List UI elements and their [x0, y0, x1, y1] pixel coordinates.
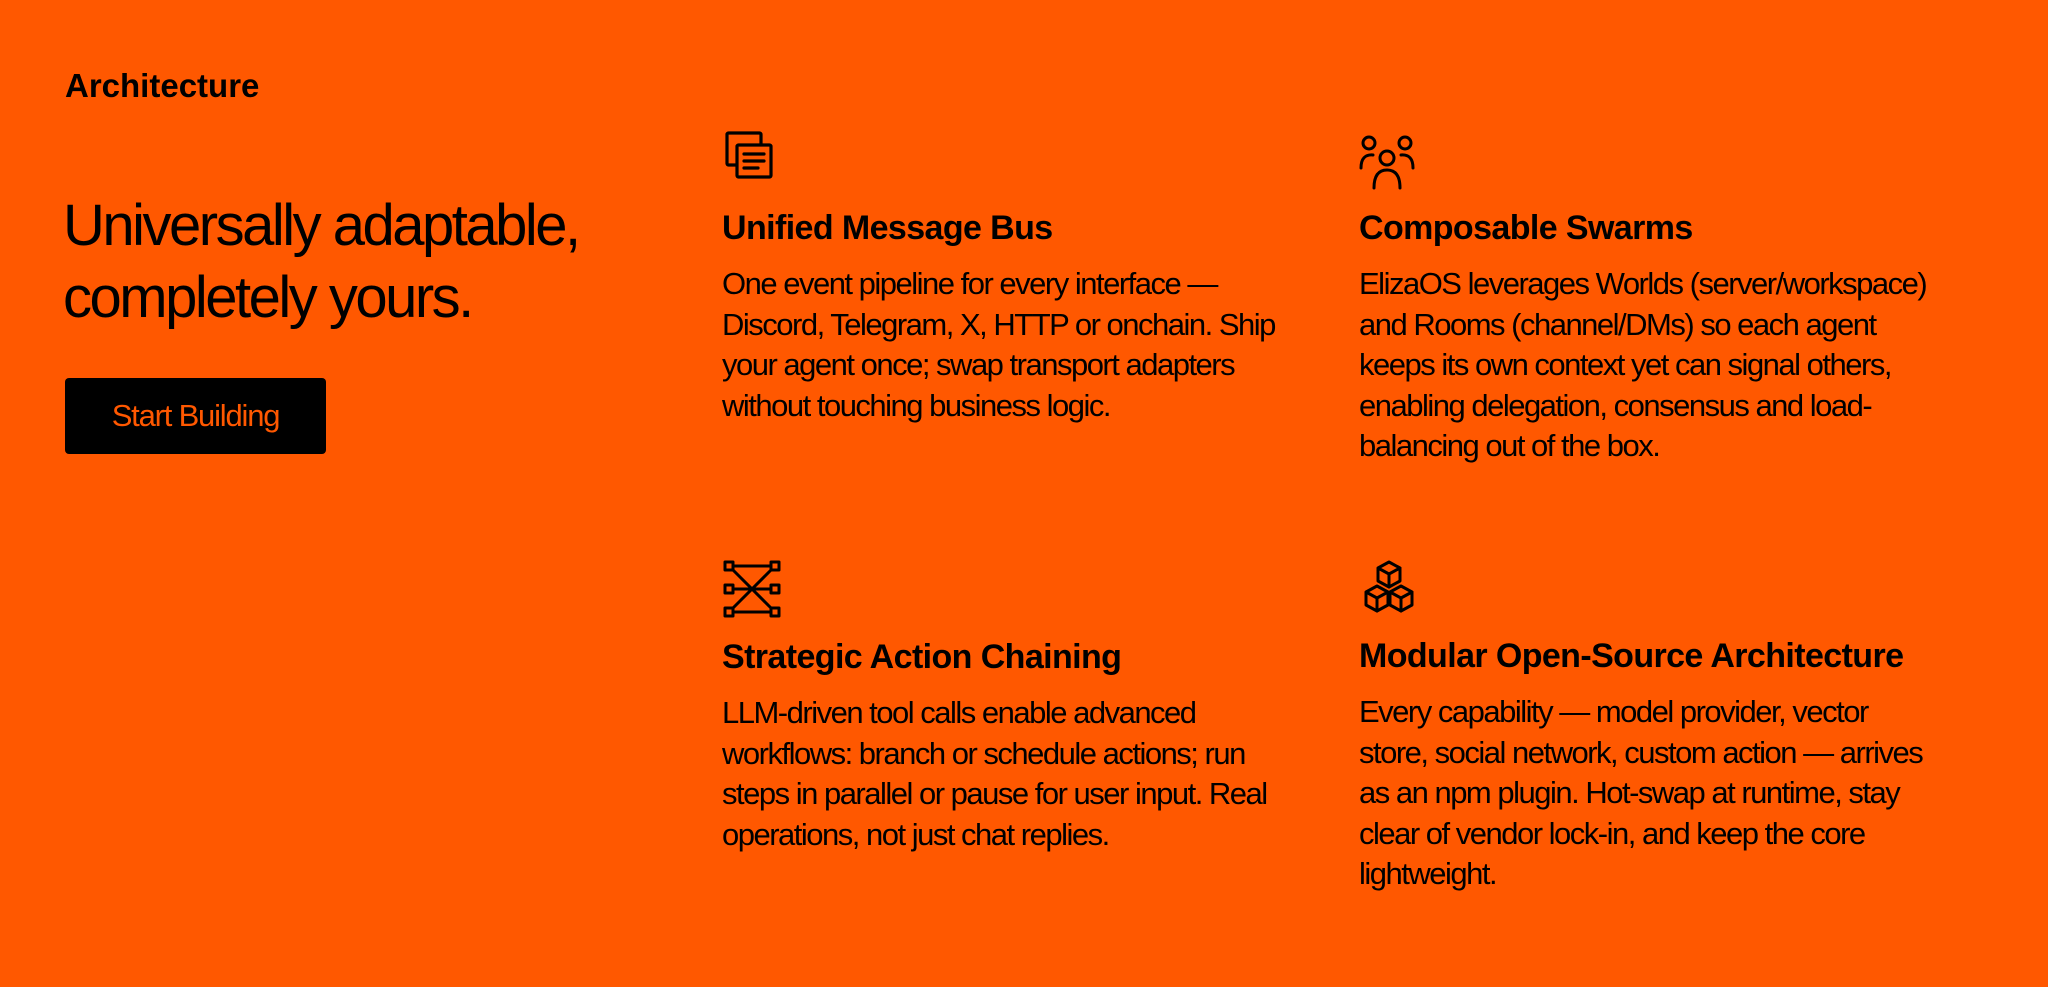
- feature-title: Composable Swarms: [1359, 209, 1693, 247]
- action-chain-icon: [722, 559, 782, 619]
- feature-title: Unified Message Bus: [722, 209, 1053, 247]
- feature-description: Every capability — model provider, vector store, social network, custom action — arrives as an npm plugin. Hot-swap at runtime, stay clear of vendor lock-in, and keep the core lightweight.: [1359, 694, 1923, 892]
- feature-title: Strategic Action Chaining: [722, 638, 1122, 676]
- feature-description: ElizaOS leverages Worlds (server/workspace) and Rooms (channel/DMs) so each agent keeps its own context yet can signal others, enabling delegation, consensus and load-balancing out of the box.: [1359, 266, 1927, 464]
- feature-description: LLM-driven tool calls enable advanced workflows: branch or schedule actions; run steps in parallel or pause for user input. Real operations, not just chat replies.: [722, 695, 1267, 852]
- hero-headline-line-1: Universally adaptable,: [63, 193, 579, 258]
- feature-title: Modular Open-Source Architecture: [1359, 637, 1904, 675]
- users-group-icon: [1359, 130, 1419, 190]
- stacked-cubes-icon: [1359, 558, 1419, 618]
- section-label: Architecture: [65, 67, 260, 104]
- hero-headline-line-2: completely yours.: [63, 265, 472, 330]
- feature-description: One event pipeline for every interface — Discord, Telegram, X, HTTP or onchain. Ship your agent once; swap transport adapters without touching business logic.: [722, 266, 1275, 423]
- message-bus-icon: [722, 130, 782, 190]
- start-building-button[interactable]: Start Building: [65, 378, 326, 454]
- hero-headline: [63, 190, 663, 334]
